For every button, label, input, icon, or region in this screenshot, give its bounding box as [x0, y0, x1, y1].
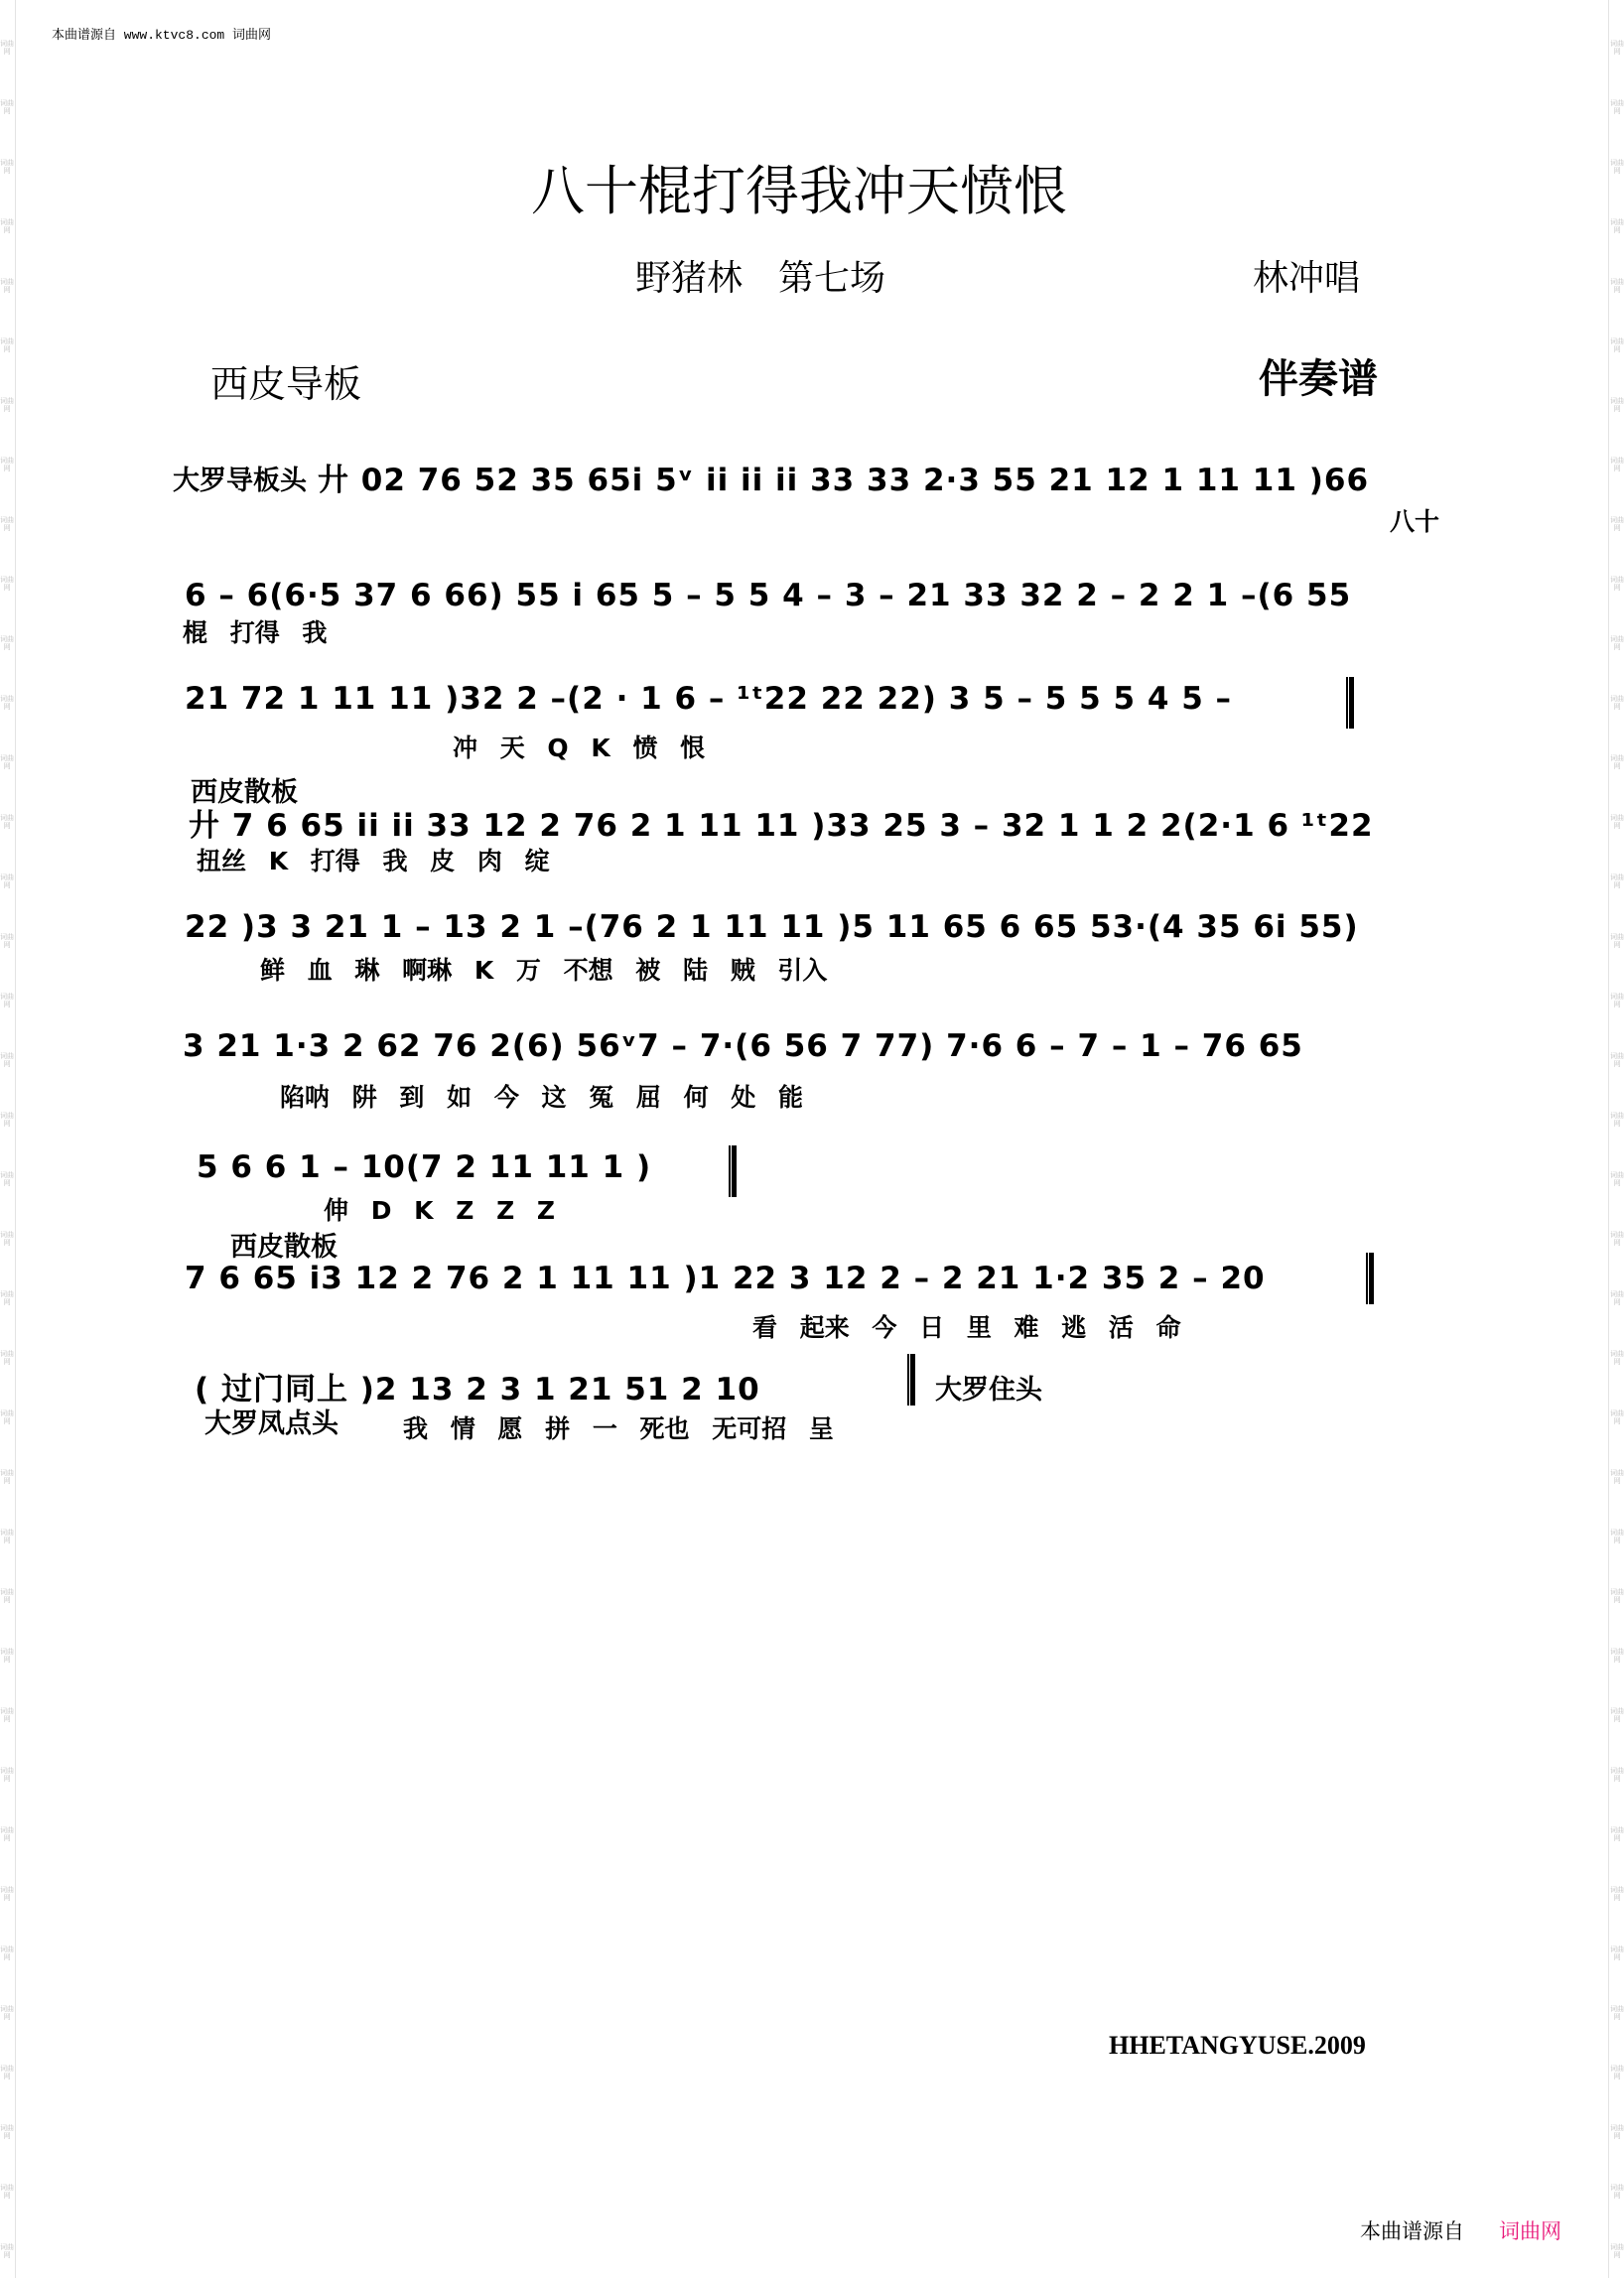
side-watermark-text: 词曲网: [1610, 873, 1624, 889]
side-watermark-text: 词曲网: [1610, 99, 1624, 115]
side-watermark-text: 词曲网: [1610, 1171, 1624, 1187]
side-watermark-text: 词曲网: [0, 695, 14, 711]
side-watermark-text: 词曲网: [0, 754, 14, 770]
side-watermark-text: 词曲网: [1610, 159, 1624, 175]
line-9-notes: ( 过门同上 )2 13 2 3 1 21 51 2 10: [195, 1372, 760, 1407]
side-watermark-text: 词曲网: [1610, 1409, 1624, 1425]
side-watermark-text: 词曲网: [1610, 457, 1624, 472]
side-watermark-text: 词曲网: [1610, 1112, 1624, 1128]
side-watermark-text: 词曲网: [1610, 278, 1624, 294]
side-watermark-text: 词曲网: [0, 457, 14, 472]
side-watermark-text: 词曲网: [0, 1945, 14, 1961]
side-watermark-text: 词曲网: [1610, 1767, 1624, 1783]
copyright: HHETANGYUSE.2009: [1109, 2031, 1366, 2060]
right-margin-line: [1608, 0, 1609, 2278]
side-watermark-text: 词曲网: [0, 1529, 14, 1544]
accompaniment-label: 伴奏谱: [1259, 356, 1378, 402]
side-watermark-text: 词曲网: [0, 993, 14, 1008]
side-watermark-text: 词曲网: [0, 218, 14, 234]
line-6-lyrics: 陷呐 阱 到 如 今 这 冤 屈 何 处 能: [280, 1083, 804, 1112]
side-watermark-text: 词曲网: [1610, 1886, 1624, 1902]
side-watermark-text: 词曲网: [0, 1648, 14, 1664]
side-watermark-text: 词曲网: [0, 1469, 14, 1485]
line-9-double-barline: [907, 1354, 915, 1406]
side-watermark-text: 词曲网: [1610, 933, 1624, 949]
side-watermark-text: 词曲网: [1610, 40, 1624, 56]
side-watermark-text: 词曲网: [1610, 516, 1624, 532]
line-3-notes: 21 72 1 11 11 )32 2 –(2 · 1 6 – ¹ᵗ22 22 22) 3 5 – 5 5 5 4 5 –: [185, 681, 1233, 717]
side-watermark-text: 词曲网: [0, 40, 14, 56]
line-9-label: 大罗凤点头: [204, 1408, 338, 1439]
line-1-lyrics: 八十: [1390, 507, 1440, 536]
side-watermark-text: 词曲网: [1610, 1231, 1624, 1247]
side-watermark-text: 词曲网: [0, 1767, 14, 1783]
line-2-notes: 6 – 6(6·5 37 6 66) 55 i 65 5 – 5 5 4 – 3 – 21 33 32 2 – 2 2 1 –(6 55: [185, 578, 1352, 613]
side-watermark-text: 词曲网: [1610, 1052, 1624, 1068]
side-watermark-text: 词曲网: [0, 1231, 14, 1247]
line-7-double-barline: [729, 1145, 737, 1197]
side-watermark-text: 词曲网: [0, 1290, 14, 1306]
singer: 林冲唱: [1253, 258, 1361, 299]
line-4-lyrics: 扭丝 K 打得 我 皮 肉 绽: [197, 847, 550, 875]
side-watermark-text: 词曲网: [0, 873, 14, 889]
line-8-lyrics: 看 起来 今 日 里 难 逃 活 命: [752, 1313, 1181, 1342]
line-9-lyrics: 我 情 愿 拼 一 死也 无可招 呈: [403, 1414, 834, 1443]
side-watermark-text: 词曲网: [0, 1588, 14, 1604]
line-6-notes: 3 21 1·3 2 62 76 2(6) 56ᵛ7 – 7·(6 56 7 77) 7·6 6 – 7 – 1 – 76 65: [183, 1028, 1303, 1064]
line-1-label: 大罗导板头: [173, 466, 307, 496]
side-watermark-text: 词曲网: [0, 1171, 14, 1187]
side-watermark-text: 词曲网: [1610, 695, 1624, 711]
side-watermark-text: 词曲网: [1610, 218, 1624, 234]
side-watermark-text: 词曲网: [1610, 2243, 1624, 2259]
tune-mode: 西皮导板: [210, 362, 362, 406]
side-watermark-text: 词曲网: [1610, 2184, 1624, 2200]
side-watermark-text: 词曲网: [0, 2124, 14, 2140]
right-watermark-strip: [1610, 0, 1624, 2278]
opera-scene: 野猪林 第七场: [635, 258, 886, 299]
footer-source: 本曲谱源自: [1360, 2219, 1464, 2243]
side-watermark-text: 词曲网: [0, 1826, 14, 1842]
side-watermark-text: 词曲网: [1610, 1350, 1624, 1366]
side-watermark-text: 词曲网: [1610, 754, 1624, 770]
side-watermark-text: 词曲网: [1610, 1469, 1624, 1485]
side-watermark-text: 词曲网: [0, 2065, 14, 2080]
side-watermark-text: 词曲网: [0, 99, 14, 115]
side-watermark-text: 词曲网: [1610, 397, 1624, 413]
line-3-lyrics: 冲 天 Q K 愤 恨: [453, 734, 706, 762]
side-watermark-text: 词曲网: [1610, 576, 1624, 592]
line-5-lyrics: 鲜 血 琳 啊琳 K 万 不想 被 陆 贼 引入: [260, 956, 828, 985]
side-watermark-text: 词曲网: [1610, 1529, 1624, 1544]
line-7-notes: 5 6 6 1 – 10(7 2 11 11 1 ): [197, 1149, 652, 1185]
side-watermark-text: 词曲网: [0, 2005, 14, 2021]
side-watermark-text: 词曲网: [1610, 635, 1624, 651]
line-2-lyrics: 棍 打得 我: [183, 618, 328, 647]
side-watermark-text: 词曲网: [1610, 2005, 1624, 2021]
side-watermark-text: 词曲网: [0, 397, 14, 413]
side-watermark-text: 词曲网: [1610, 1588, 1624, 1604]
side-watermark-text: 词曲网: [0, 516, 14, 532]
left-margin-line: [15, 0, 16, 2278]
side-watermark-text: 词曲网: [1610, 1826, 1624, 1842]
side-watermark-text: 词曲网: [0, 1350, 14, 1366]
side-watermark-text: 词曲网: [0, 2243, 14, 2259]
side-watermark-text: 词曲网: [0, 933, 14, 949]
score-title: 八十棍打得我冲天愤恨: [531, 160, 1067, 222]
source-header: 本曲谱源自 www.ktvc8.com 词曲网: [52, 28, 272, 43]
side-watermark-text: 词曲网: [1610, 1290, 1624, 1306]
line-7-lyrics: 伸 D K Z Z Z: [324, 1196, 556, 1225]
line-9-end-label: 大罗住头: [935, 1375, 1042, 1406]
line-8-label: 西皮散板: [230, 1232, 338, 1263]
footer-site-link[interactable]: 词曲网: [1499, 2219, 1561, 2243]
side-watermark-text: 词曲网: [1610, 2124, 1624, 2140]
side-watermark-text: 词曲网: [1610, 814, 1624, 830]
side-watermark-text: 词曲网: [0, 1052, 14, 1068]
side-watermark-text: 词曲网: [1610, 2065, 1624, 2080]
line-3-double-barline: [1346, 677, 1354, 729]
left-watermark-strip: [0, 0, 14, 2278]
side-watermark-text: 词曲网: [0, 635, 14, 651]
side-watermark-text: 词曲网: [1610, 1648, 1624, 1664]
side-watermark-text: 词曲网: [0, 814, 14, 830]
line-8-notes: 7 6 65 i3 12 2 76 2 1 11 11 )1 22 3 12 2 – 2 21 1·2 35 2 – 20: [185, 1261, 1266, 1296]
line-1-notes: 廾 02 76 52 35 65i 5ᵛ ii ii ii 33 33 2·3 55 21 12 1 11 11 )66: [318, 463, 1370, 498]
side-watermark-text: 词曲网: [0, 2184, 14, 2200]
side-watermark-text: 词曲网: [0, 337, 14, 353]
line-8-double-barline: [1366, 1253, 1374, 1304]
side-watermark-text: 词曲网: [0, 1409, 14, 1425]
side-watermark-text: 词曲网: [1610, 993, 1624, 1008]
line-4-label: 西皮散板: [191, 777, 298, 808]
side-watermark-text: 词曲网: [1610, 1707, 1624, 1723]
side-watermark-text: 词曲网: [0, 1707, 14, 1723]
side-watermark-text: 词曲网: [1610, 337, 1624, 353]
side-watermark-text: 词曲网: [0, 159, 14, 175]
side-watermark-text: 词曲网: [0, 1886, 14, 1902]
side-watermark-text: 词曲网: [1610, 1945, 1624, 1961]
side-watermark-text: 词曲网: [0, 278, 14, 294]
line-4-notes: 廾 7 6 65 ii ii 33 12 2 76 2 1 11 11 )33 25 3 – 32 1 1 2 2(2·1 6 ¹ᵗ22: [189, 808, 1374, 844]
side-watermark-text: 词曲网: [0, 1112, 14, 1128]
line-5-notes: 22 )3 3 21 1 – 13 2 1 –(76 2 1 11 11 )5 11 65 6 65 53·(4 35 6i 55): [185, 909, 1359, 945]
side-watermark-text: 词曲网: [0, 576, 14, 592]
